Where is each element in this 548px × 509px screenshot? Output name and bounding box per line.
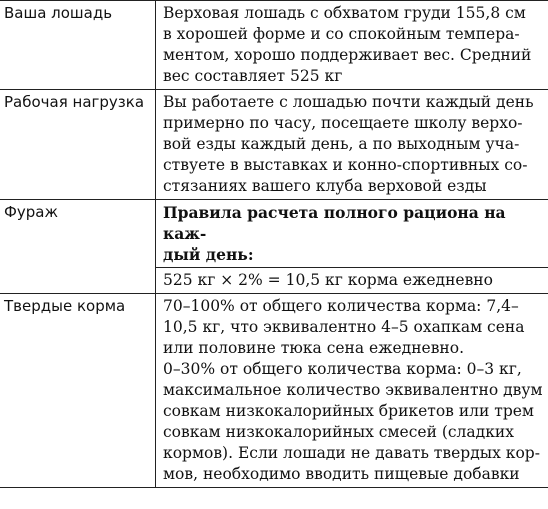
text-line: примерно по часу, посещаете школу верхо- <box>163 114 523 132</box>
text-line: в хорошей форме и со спокойным темпера- <box>163 25 520 43</box>
row-label-workload: Рабочая нагрузка <box>0 90 156 200</box>
text-line: стязаниях вашего клуба верховой езды <box>163 177 487 195</box>
text-line: 10,5 кг, что эквивалентно 4–5 охапкам сена <box>163 318 525 336</box>
table-row-forage-heading <box>0 200 548 268</box>
row-label-horse: Ваша лошадь <box>0 1 156 90</box>
text-line: мов, необходимо вводить пищевые добавки <box>163 465 520 483</box>
text-line: вой езды каждый день, а по выходным уча- <box>163 135 520 153</box>
text-line: дый день: <box>163 245 254 264</box>
text-line: 70–100% от общего количества корма: 7,4– <box>163 297 519 315</box>
row-label-roughage: Твердые корма <box>0 294 156 488</box>
text-line: кормов). Если лошади не давать твердых кор- <box>163 444 540 462</box>
text-line: или половине тюка сена ежедневно. <box>163 339 465 357</box>
text-line: Вы работаете с лошадью почти каждый день <box>163 93 534 111</box>
text-line: ствуете в выставках и конно-спортивных со- <box>163 156 528 174</box>
table-row-workload <box>0 90 548 200</box>
row-content-horse <box>156 1 548 90</box>
row-content-roughage <box>156 294 548 488</box>
forage-formula: 525 кг × 2% = 10,5 кг корма ежедневно <box>156 268 548 294</box>
text-line: Правила расчета полного рациона на каж- <box>163 203 506 243</box>
row-label-forage: Фураж <box>0 200 156 294</box>
text-line: 0–30% от общего количества корма: 0–3 кг, <box>163 360 522 378</box>
text-line: вес составляет 525 кг <box>163 67 343 85</box>
table-row-roughage <box>0 294 548 488</box>
text-line: совкам низкокалорийных смесей (сладких <box>163 423 514 441</box>
table-row-horse <box>0 1 548 90</box>
text-line: Верховая лошадь с обхватом груди 155,8 см <box>163 4 526 22</box>
text-line: максимальное количество эквивалентно двум <box>163 381 543 399</box>
text-line: ментом, хорошо поддерживает вес. Средний <box>163 46 532 64</box>
row-content-workload <box>156 90 548 200</box>
forage-heading <box>156 200 548 268</box>
text-line: совкам низкокалорийных брикетов или трем <box>163 402 534 420</box>
